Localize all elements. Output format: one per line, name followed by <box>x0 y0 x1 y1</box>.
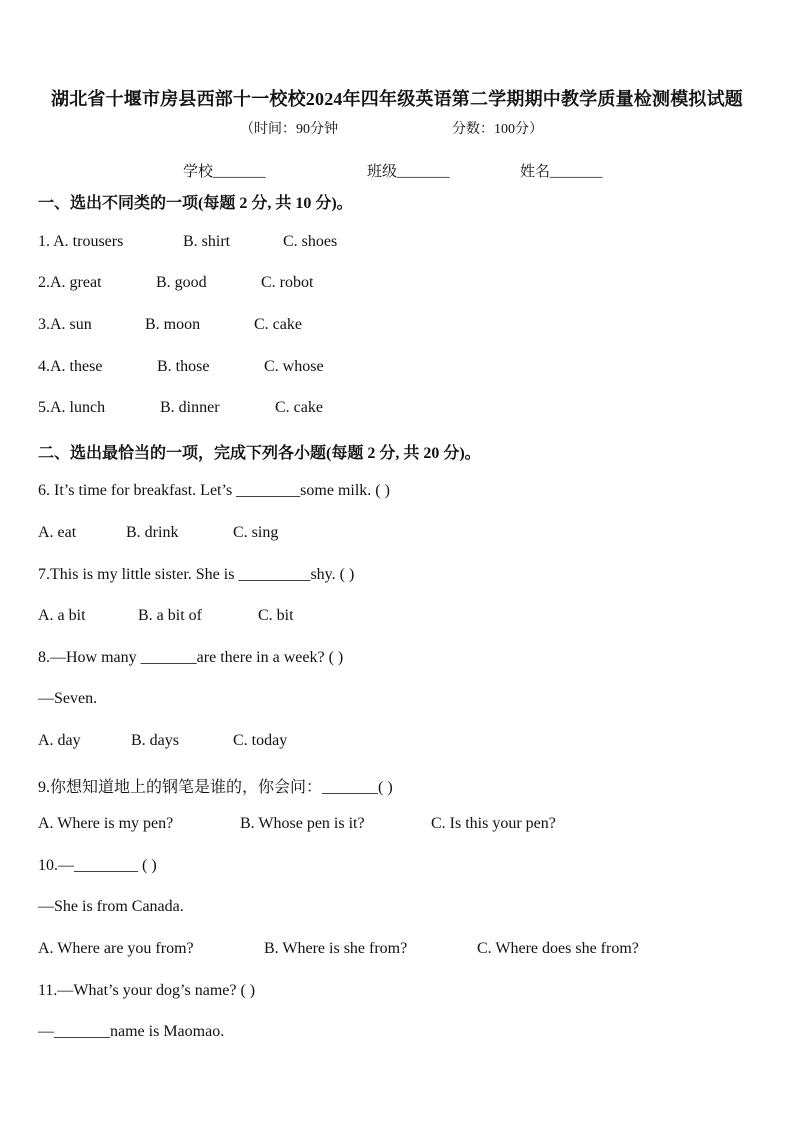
q7-option-a: A. a bit <box>38 607 86 624</box>
q11-reply: —_______name is Maomao. <box>38 1023 225 1040</box>
q1-option-a: 1. A. trousers <box>38 233 124 250</box>
q3-option-a: 3.A. sun <box>38 316 92 333</box>
q10-option-a: A. Where are you from? <box>38 940 194 957</box>
q4-option-b: B. those <box>157 358 210 375</box>
q5-option-a: 5.A. lunch <box>38 399 106 416</box>
q8-reply: —Seven. <box>38 690 98 707</box>
q7-stem: 7.This is my little sister. She is _________shy. ( ) <box>38 566 355 583</box>
q1-option-b: B. shirt <box>183 233 231 250</box>
section-2-heading: 二、选出最恰当的一项，完成下列各小题(每题 2 分, 共 20 分)。 <box>38 445 481 462</box>
q8-option-a: A. day <box>38 732 81 749</box>
section-1-heading: 一、选出不同类的一项(每题 2 分, 共 10 分)。 <box>38 195 353 212</box>
q8-option-c: C. today <box>233 732 288 749</box>
school-field: 学校_______ <box>183 164 266 180</box>
q2-option-c: C. robot <box>261 274 314 291</box>
q5-option-c: C. cake <box>275 399 323 416</box>
q10-option-c: C. Where does she from? <box>477 940 639 957</box>
name-field: 姓名_______ <box>520 164 603 180</box>
q7-option-c: C. bit <box>258 607 294 624</box>
q9-option-b: B. Whose pen is it? <box>240 815 365 832</box>
q6-option-a: A. eat <box>38 524 77 541</box>
exam-time: （时间：90分钟 <box>240 122 338 137</box>
q7-option-b: B. a bit of <box>138 607 202 624</box>
q10-option-b: B. Where is she from? <box>264 940 408 957</box>
q8-option-b: B. days <box>131 732 179 749</box>
q3-option-c: C. cake <box>254 316 302 333</box>
page-title: 湖北省十堰市房县西部十一校校2024年四年级英语第二学期期中教学质量检测模拟试题 <box>51 89 743 109</box>
q10-reply: —She is from Canada. <box>38 898 184 915</box>
q9-stem: 9.你想知道地上的钢笔是谁的，你会问：_______( ) <box>38 779 393 796</box>
q8-stem: 8.—How many _______are there in a week? ( ) <box>38 649 344 666</box>
q4-option-a: 4.A. these <box>38 358 103 375</box>
exam-score: 分数：100分） <box>452 122 543 137</box>
q2-option-a: 2.A. great <box>38 274 102 291</box>
q4-option-c: C. whose <box>264 358 324 375</box>
q9-option-c: C. Is this your pen? <box>431 815 556 832</box>
q6-stem: 6. It’s time for breakfast. Let’s ________some milk. ( ) <box>38 482 390 499</box>
q6-option-b: B. drink <box>126 524 179 541</box>
q10-stem: 10.—________ ( ) <box>38 857 157 874</box>
q5-option-b: B. dinner <box>160 399 220 416</box>
q11-stem: 11.—What’s your dog’s name? ( ) <box>38 982 256 999</box>
class-field: 班级_______ <box>367 164 450 180</box>
q9-option-a: A. Where is my pen? <box>38 815 174 832</box>
q6-option-c: C. sing <box>233 524 279 541</box>
q2-option-b: B. good <box>156 274 207 291</box>
q1-option-c: C. shoes <box>283 233 338 250</box>
q3-option-b: B. moon <box>145 316 201 333</box>
